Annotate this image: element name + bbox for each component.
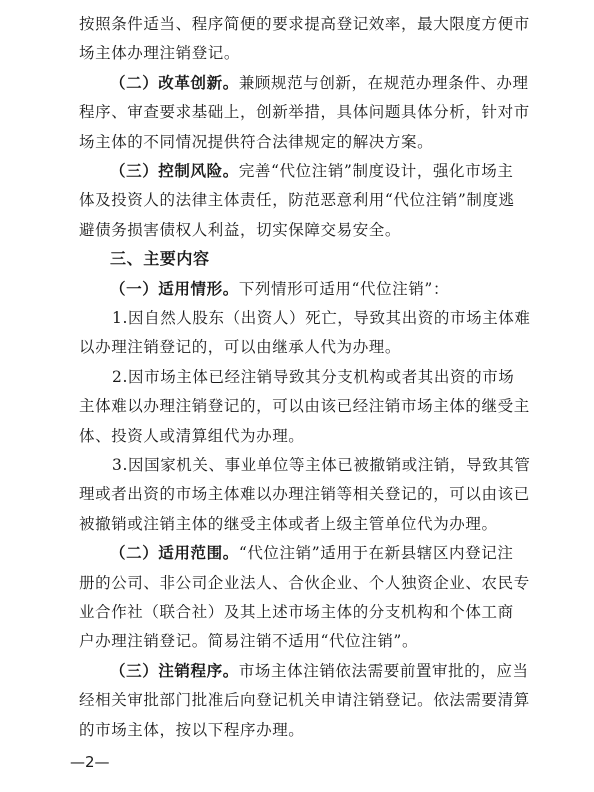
page-number: —2— (70, 753, 110, 771)
section-paragraph-reform: （二）改革创新。兼顾规范与创新，在规范办理条件、办理 (110, 72, 529, 92)
body-text-line: 册的公司、非公司企业法人、合伙企业、个人独资企业、农民专 (79, 573, 530, 592)
body-text-line: 按照条件适当、程序简便的要求提高登记效率，最大限度方便市 (79, 15, 530, 33)
body-text-line: 以办理注销登记的，可以由继承人代为办理。 (79, 338, 402, 357)
section-heading: 三、主要内容 (110, 249, 210, 269)
body-text-line: 体、投资人或清算组代为办理。 (79, 426, 305, 445)
body-text-line: 避债务损害债权人利益，切实保障交易安全。 (79, 220, 402, 239)
body-text-line: 主体难以办理注销登记的，可以由该已经注销市场主体的继受主 (79, 397, 530, 416)
paragraph-lead: （三）控制风险。 (110, 161, 239, 180)
section-paragraph-scope: （二）适用范围。“代位注销”适用于在新县辖区内登记注 (110, 543, 514, 563)
paragraph-lead: （一）适用情形。 (110, 278, 239, 298)
paragraph-lead: （二）适用范围。 (110, 543, 239, 563)
numbered-item-2: 2.因市场主体已经注销导致其分支机构或者其出资的市场 (112, 367, 515, 386)
body-text-line: 被撤销或注销主体的继受主体或者上级主管单位代为办理。 (79, 514, 498, 533)
numbered-item-3: 3.因国家机关、事业单位等主体已被撤销或注销，导致其管 (112, 456, 531, 474)
body-text-line: 的市场主体，按以下程序办理。 (79, 720, 305, 739)
body-text-line: 理或者出资的市场主体难以办理注销等相关登记的，可以由该已 (79, 485, 530, 504)
section-paragraph-situations: （一）适用情形。下列情形可适用“代位注销”： (110, 278, 450, 298)
paragraph-lead: （三）注销程序。 (110, 660, 239, 680)
body-text-line: 经相关审批部门批准后向登记机关申请注销登记。依法需要清算 (79, 691, 530, 710)
numbered-item-1: 1.因自然人股东（出资人）死亡，导致其出资的市场主体难 (112, 309, 531, 327)
section-paragraph-risk: （三）控制风险。完善“代位注销”制度设计，强化市场主 (110, 161, 514, 180)
body-text-line: 场主体的不同情况提供符合法律规定的解决方案。 (79, 132, 434, 151)
paragraph-lead: （二）改革创新。 (110, 72, 239, 92)
body-text-line: 场主体办理注销登记。 (79, 44, 241, 63)
body-text-line: 体及投资人的法律主体责任，防范恶意利用“代位注销”制度逃 (79, 191, 515, 210)
body-text-line: 户办理注销登记。简易注销不适用“代位注销”。 (79, 632, 419, 651)
section-paragraph-procedure: （三）注销程序。市场主体注销依法需要前置审批的，应当 (110, 660, 529, 680)
body-text-line: 程序、审查要求基础上，创新举措，具体问题具体分析，针对市 (79, 103, 530, 122)
body-text-line: 业合作社（联合社）及其上述市场主体的分支机构和个体工商 (79, 603, 514, 621)
